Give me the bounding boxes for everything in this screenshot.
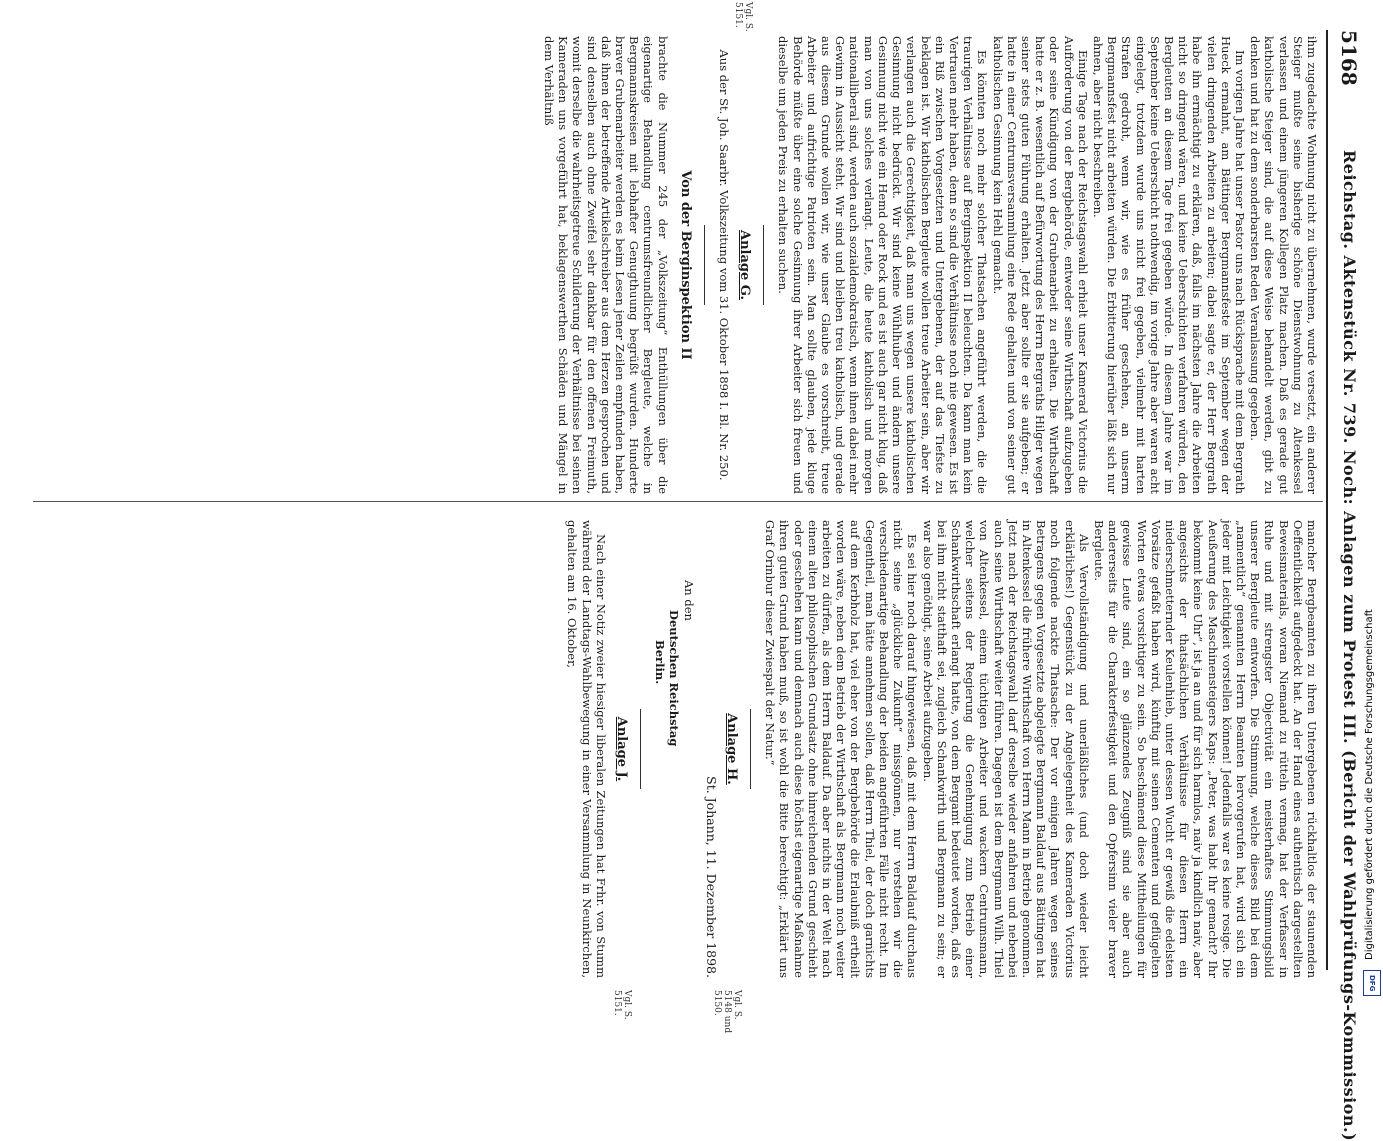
header-rule: [1326, 30, 1328, 970]
section-separator: [704, 225, 705, 305]
digitization-credit: Digitalisierung gefördert durch die Deutsche Forschungsgemeinschaft: [1364, 609, 1375, 960]
paragraph: Nach einer Notiz zweier hiesiger liberalen Zeitungen hat Frhr. von Stumm während der Landtags-Wahlbewegung in einer Versammlung in Neunkirchen, gehalten am 16. Oktober,: [565, 520, 608, 978]
paragraph: Es könnten noch mehr solcher Thatsachen angeführt werden, die die traurigen Verhältnisse auf Berginspektion II beleuchten. Da kann man kein Vertrauen mehr haben, denn so sind die Verhältnisse noch nie gewesen. Es ist ein Riß zwischen Vorgesetzten und Untergebenen, der auf das Tiefste zu beklagen ist. Wir katholischen Bergleute wollen treue Arbeiter sein, aber wir verlangen auch die Gerechtigkeit, daß man uns wegen unsere katholischen Gesinnung nicht bedrückt. Wir sind keine Wühlhuber und ändern unsere Gesinnung nicht wie ein Hemd oder Rock und es ist auch gar nicht klug, daß man von uns solches verlangt. Leute, die heute katholisch und morgen nationalliberal sind, werden auch sozialdemokratisch, wenn ihnen dabei mehr Gewinn in Aussicht steht. Wir sind und bleiben treu katholisch, und gerade aus diesem Grunde wollen wir, wie unser Glaube es vorschreibt, treue Arbeiter und aufrichtige Patrioten sein. Man sollte glauben, jede kluge Behörde müßte über eine solche Gesinnung ihrer Arbeiter sich freuen und dieselbe um jeden Preis zu erhalten suchen.: [776, 36, 990, 494]
anlage-h-title: Anlage H.: [724, 713, 740, 785]
section-separator: [640, 709, 641, 789]
anlage-j-heading: [614, 520, 628, 978]
anlage-h-margin-note: Vgl. S. 5148 und 5150.: [711, 990, 742, 1034]
page-title: Reichstag. Aktenstück Nr. 739. Noch: Anlagen zum Protest III. (Bericht der Wahlprüfungs-Kommission.): [1340, 150, 1359, 1141]
anlage-g-source: Aus der St. Joh. Saarbr. Volkszeitung vom 31. Oktober 1898 I. Bl. Nr. 250.: [717, 49, 732, 481]
paragraph: Einige Tage nach der Reichstagswahl erhielt unser Kamerad Victorius die Aufforderung von der Bergbehörde, entweder seine Wirthschaft aufzugeben oder seine Kündigung von der Grubenarbeit zu erhalten. Die Wirthschaft hatte er z. B. wesentlich auf Befürwortung des Herrn Bergraths Hilger wegen seiner stets guten Führung erhalten. Jetzt aber sollte er sie aufgeben; er hatte in einer Centrumsversammlung eine Rede gehalten und von seiner gut katholischen Gesinnung kein Hehl gemacht.: [990, 36, 1090, 494]
address-line: Berlin.: [653, 640, 668, 685]
page-header: [1329, 30, 1365, 1141]
left-column: [541, 2, 1319, 494]
column-divider: [33, 501, 1323, 502]
section-separator: [763, 225, 764, 305]
address-line: Deutschen Reichstag: [667, 610, 682, 747]
paragraph: brachte die Nummer 245 der „Volkszeitung“ Enthüllungen über die eigenartige Behandlung centrumsfreundlicher Bergleute, welche in Bergmannskreisen mit lebhafter Genugthuung begrüßt wurden. Hunderte braver Grubenarbeiter werden es beim Lesen jener Zeilen empfunden haben, daß ihnen der betreffende Artikelschreiber aus dem Herzen gesprochen und sind denselben auch ohne Zweifel sehr dankbar für den offenen Freimuth, womit derselbe die wahrheitsgetreue Schilderung der Verhältnisse bei seinen Kameraden uns vorgeführt hat, beklagenswerthen Schäden und Mängel in dem Verhältniß: [542, 36, 670, 494]
anlage-h-heading: [724, 520, 738, 978]
anlage-j-title: Anlage J.: [614, 716, 630, 782]
paragraph: Als Vervollständigung und unerläßliches (und doch wieder leicht erklärliches!) Gegenstück zu der Angelegenheit des Kameraden Victorius noch folgende nackte Thatsache: Der vor einigen Jahren wegen seines Betragens gegen Vorgesetzte abgelegte Bergmann Baldauf aus Bättingen hat in Altenkessel die frühere Wirthschaft von Herrn Mann in Betrieb genommen. Jetzt nach der Reichstagswahl darf derselbe wieder anfahren und nebenbei auch seine Wirthschaft weiter führen. Dagegen ist dem Bergmann Wilh. Thiel von Altenkessel, einem tüchtigen Arbeiter und wackern Centrumsmann, welcher seitens der Regierung die Genehmigung zum Betrieb einer Schankwirthschaft erlangt hatte, von dem Bergamt bedeutet worden, daß es bei ihm nicht statthaft sei, zugleich Schankwirth und Bergmann zu sein; er war also genöthigt, seine Arbeit aufzugeben.: [920, 520, 1091, 978]
anlage-j-margin-note: Vgl. S. 5151.: [611, 990, 632, 1020]
dfg-logo-icon: DFG: [1363, 970, 1381, 996]
paragraph: Im vorigen Jahre hat unser Pastor uns nach Rücksprache mit dem Bergrath Hueck ermahnt, am Bättinger Bergmannsfeste im September wegen der vielen dringenden Arbeiten zu arbeiten; dabei sagte er, der Herr Bergrath habe ihn ermächtigt zu erklären, daß, falls im nächsten Jahre die Arbeiten nicht so dringend wären, und keine Ueberschichten verfahren würden, den Bergleuten an diesem Tage frei gegeben würde. In diesem Jahre war im September keine Ueberschicht nothwendig, im vorige Jahre aber waren acht eingelegt, trotzdem wurde uns nicht frei gegeben, vielmehr mit harten Strafen gedroht, wenn wir, wie es früher geschehen, an unserm Bergmannsfest nicht arbeiten würden. Die Erbitterung hierüber läßt sich nur ahnen, aber nicht beschreiben.: [1090, 36, 1247, 494]
paragraph: mancher Bergbeamten zu ihren Untergebenen rückhaltlos der staunenden Oeffentlichkeit aufgedeckt hat. An der Hand eines authentisch dargestellten Beweismaterials, woran Niemand zu rütteln vermag, hat der Verfasser in Ruhe und mit strengster Objectivität ein meisterhaftes Stimmungsbild unserer Bergleute entworfen. Die Stimmung, welche dieses Bild bei dem „namentlich“ genannten Herrn Beamten hervorgerufen hat, wird sich ein jeder mit Leichtigkeit vorstellen können! Jedenfalls war es keine rosige. Die Aeußerung des Maschinensteigers Kaps: „Peter, was habt Ihr gemacht? Ihr bekommt keine Uhr“, ist ja an und für sich harmlos, naiv ja kindlich naiv, aber angesichts der thatsächlichen Verhältnisse für diesen Herrn ein niederschmetternder Keulenhieb, unter dessen Wucht er gewiß die edelsten Vorsätze gefaßt haben wird, künftig mit seinen Cementen und geflügelten Worten etwas vorsichtiger zu sein. So beschämend diese Mittheilungen für gewisse Leute sind, ein so glänzendes Zeugniß sind sie aber auch andererseits für die Charakterfestigkeit und den Opfersinn vieler braver Bergleute.: [1091, 520, 1319, 978]
address-line: An den: [681, 580, 696, 621]
paragraph: Es sei hier noch darauf hingewiesen, daß mit dem Herrn Baldauf durchaus nicht seine „glückliche Zukunft“ missgönnen, nur verstehen wir die verschiedenartige Behandlung der beiden angeführten Fälle nicht recht. Im Gegentheil, man hätte annehmen sollen, daß Herrn Thiel, der doch garnichts auf dem Kerbholz hat, viel eher von der Bergbehörde die Erlaubniß ertheilt worden wäre, neben dem Betrieb der Wirthschaft als Bergmann noch weiter arbeiten zu dürfen, als dem Herrn Baldauf. Da aber nichts in der Welt nach einem alten philosophischen Grundsatz ohne hinreichenden Grund geschieht oder geschehen kann und demnach auch diese höchst eigenartige Maßnahme ihren guten Grund haben muß, so ist wohl die Bitte berechtigt: „Erklärt uns Graf Orinbur dieser Zwiespalt der Natur.“: [763, 520, 920, 978]
anlage-g-title: Anlage G.: [737, 230, 753, 300]
anlage-g-heading: [737, 36, 751, 494]
paragraph: ihm zugedachte Wohnung nicht zu übernehmen, wurde versetzt, ein anderer Steiger mußte seine bisherige schöne Dienstwohnung zu Altenkessel verlassen und einem jüngeren Kollegen Platz machen. Daß es gerade gut katholische Steiger sind, die auf diese Weise behandelt werden, gibt zu denken und hat zu dem sonderbarsten Reden Veranlassung gegeben.: [1248, 36, 1319, 494]
letter-place-date: St. Johann, 11. Dezember 1898.: [703, 776, 719, 978]
page-number: 5168: [1337, 30, 1361, 86]
section-separator: [750, 709, 751, 789]
anlage-g-margin-note: Vgl. S. 5151.: [733, 2, 754, 32]
letter-address: [653, 520, 696, 978]
anlage-g-subtitle: Von der Berginspektion II: [677, 170, 693, 360]
right-column: [564, 520, 1319, 1034]
